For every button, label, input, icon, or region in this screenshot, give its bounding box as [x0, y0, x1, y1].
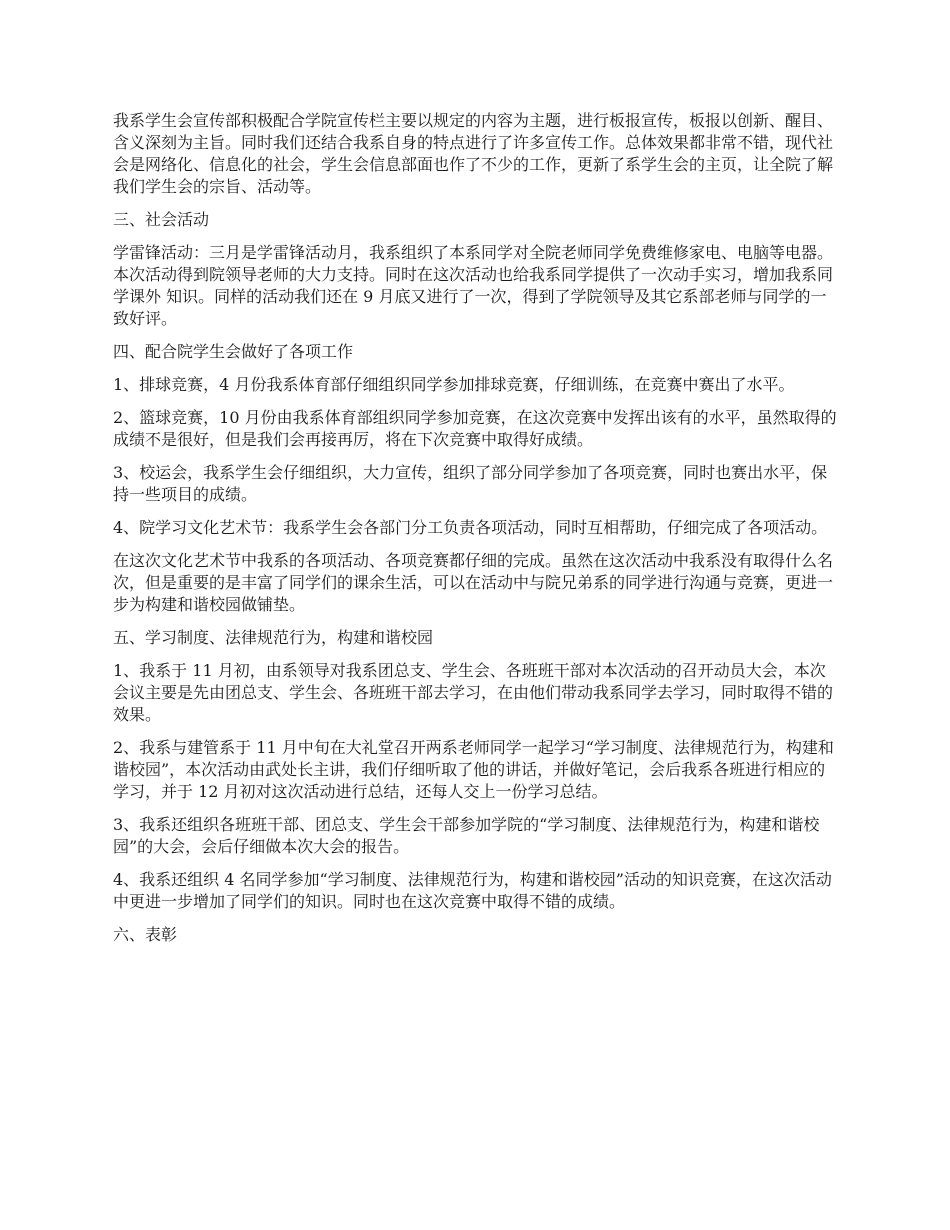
document-page: [113, 110, 837, 957]
list-item-sports-meet: 3、校运会，我系学生会仔细组织，大力宣传，组织了部分同学参加了各项竞赛，同时也赛出水平，保持一些项目的成绩。: [113, 463, 828, 504]
section-heading-cooperation: 四、配合院学生会做好了各项工作: [113, 342, 354, 361]
list-item-basketball: 2、篮球竞赛，10 月份由我系体育部组织同学参加竞赛，在这次竞赛中发挥出该有的水平，虽然取得的成绩不是很好，但是我们会再接再厉，将在下次竞赛中取得好成绩。: [113, 408, 837, 449]
list-item-mobilization-meeting: 1、我系于 11 月初，由系领导对我系团总支、学生会、各班班干部对本次活动的召开动员大会，本次会议主要是先由团总支、学生会、各班班干部去学习，在由他们带动我系同学去学习，同时取得不错的效果。: [113, 661, 834, 724]
body-paragraph-lei-feng: 学雷锋活动：三月是学雷锋活动月，我系组织了本系同学对全院老师同学免费维修家电、电脑等电器。本次活动得到院领导老师的大力支持。同时在这次活动也给我系同学提供了一次动手实习，增加我系同学课外 知识。同样的活动我们还在 9 月底又进行了一次，得到了学院领导及其它系部老师与同学的一致好评。: [113, 243, 834, 328]
list-item-assembly: 3、我系还组织各班班干部、团总支、学生会干部参加学院的“学习制度、法律规范行为，构建和谐校园”的大会，会后仔细做本次大会的报告。: [113, 815, 820, 856]
section-heading-commendation: 六、表彰: [113, 925, 178, 944]
list-item-knowledge-contest: 4、我系还组织 4 名同学参加“学习制度、法律规范行为，构建和谐校园”活动的知识竞赛，在这次活动中更进一步增加了同学们的知识。同时也在这次竞赛中取得不错的成绩。: [113, 870, 832, 911]
section-heading-social-activities: 三、社会活动: [113, 210, 210, 229]
body-paragraph-art-festival-summary: 在这次文化艺术节中我系的各项活动、各项竞赛都仔细的完成。虽然在这次活动中我系没有取得什么名次，但是重要的是丰富了同学们的课余生活，可以在活动中与院兄弟系的同学进行沟通与竞赛，更进一步为构建和谐校园做铺垫。: [113, 551, 834, 614]
section-heading-study-rules: 五、学习制度、法律规范行为，构建和谐校园: [113, 628, 434, 647]
list-item-art-festival: 4、院学习文化艺术节：我系学生会各部门分工负责各项活动，同时互相帮助，仔细完成了各项活动。: [113, 518, 828, 537]
list-item-joint-study: 2、我系与建管系于 11 月中旬在大礼堂召开两系老师同学一起学习“学习制度、法律规范行为，构建和谐校园”，本次活动由武处长主讲，我们仔细听取了他的讲话，并做好笔记，会后我系各班进行相应的学习，并于 12 月初对这次活动进行总结，还每人交上一份学习总结。: [113, 738, 834, 801]
body-paragraph-publicity: 我系学生会宣传部积极配合学院宣传栏主要以规定的内容为主题，进行板报宣传，板报以创新、醒目、含义深刻为主旨。同时我们还结合我系自身的特点进行了许多宣传工作。总体效果都非常不错，现代社会是网络化、信息化的社会，学生会信息部面也作了不少的工作，更新了系学生会的主页，让全院了解我们学生会的宗旨、活动等。: [113, 111, 834, 196]
list-item-volleyball: 1、排球竞赛，4 月份我系体育部仔细组织同学参加排球竞赛，仔细训练，在竞赛中赛出了水平。: [113, 375, 795, 394]
